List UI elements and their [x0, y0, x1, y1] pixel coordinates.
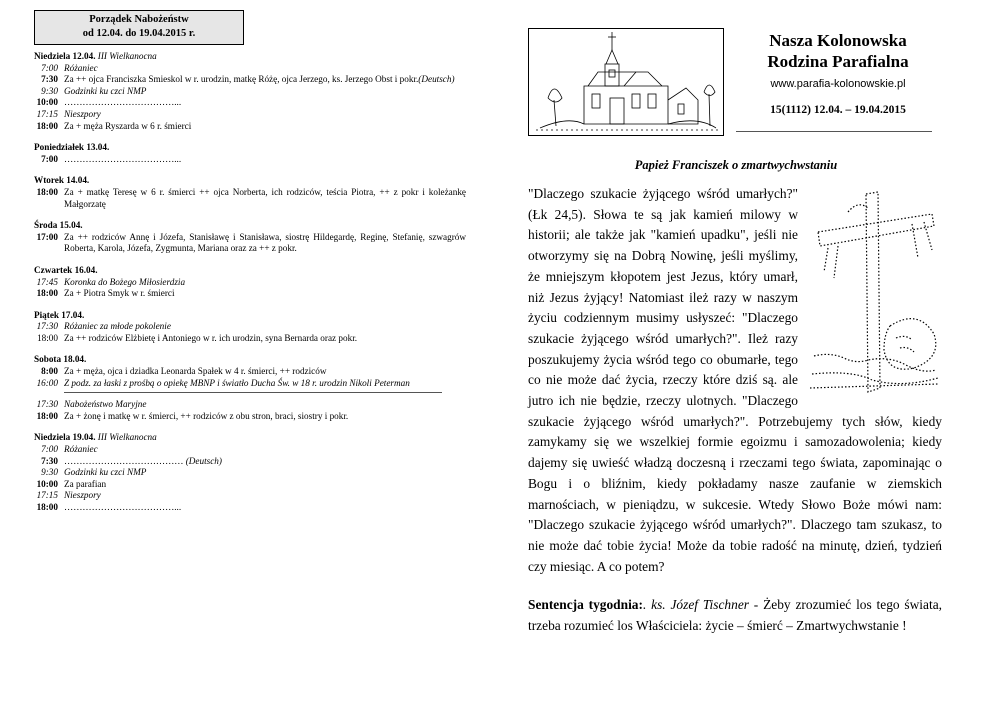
day-title — [34, 432, 466, 444]
mass-time: 7:30 — [41, 455, 58, 466]
mass-time: 18:00 — [37, 332, 58, 343]
mass-time: 17:00 — [36, 231, 58, 242]
mass-intention-text: Różaniec — [64, 444, 98, 455]
mass-intention-text: Godzinki ku czci NMP — [64, 467, 147, 478]
mass-entry — [34, 97, 466, 109]
mass-entry — [34, 232, 466, 255]
mass-intention — [64, 232, 466, 255]
mass-intention-text: ………………………………... — [64, 97, 182, 108]
mass-intention — [64, 444, 466, 456]
schedule-header — [34, 10, 244, 45]
mass-intention — [64, 479, 466, 491]
mass-language: (Deutsch) — [418, 74, 455, 85]
day-title — [34, 142, 466, 154]
mass-entry — [34, 74, 466, 86]
masthead-title-line2: Rodzina Parafialna — [767, 52, 909, 71]
mass-intention — [64, 187, 466, 210]
mass-entry — [34, 479, 466, 491]
mass-intention — [64, 109, 466, 121]
masthead — [732, 30, 944, 116]
mass-entry — [34, 321, 466, 333]
mass-intention-text: Koronka do Bożego Miłosierdzia — [64, 276, 186, 287]
day-date: Niedziela 19.04. — [34, 432, 96, 443]
day-title — [34, 51, 466, 63]
mass-entry — [34, 456, 466, 468]
mass-intention-text: Z podz. za łaski z prośbą o opiekę MBNP i światło Ducha Św. w 18 r. urodzin Nikoli Peterman — [64, 377, 410, 388]
day-subtitle: III Wielkanocna — [97, 432, 157, 443]
mass-intention-text: Za + matkę Teresę w 6 r. śmierci ++ ojca Norberta, ich rodziców, teścia Piotra, ++ z pokr i koleżankę Małgorzatę — [64, 186, 466, 209]
mass-entry — [34, 86, 466, 98]
mass-intention-text: Nieszpory — [64, 490, 101, 501]
mass-intention — [64, 467, 466, 479]
mass-entry — [34, 277, 466, 289]
mass-time: 9:30 — [41, 467, 58, 478]
mass-time: 7:00 — [41, 153, 58, 164]
church-drawing-icon — [528, 28, 724, 136]
mass-intention-text: ………………………………... — [64, 502, 182, 512]
schedule-day — [34, 432, 466, 513]
schedule-day — [34, 354, 466, 422]
mass-time: 18:00 — [36, 502, 58, 512]
mass-intention-text: Za ++ ojca Franciszka Smieskol w r. urodzin, matkę Różę, ojca Jerzego, ks. Jerzego Obst i pokr. — [64, 74, 419, 85]
schedule-header-dates: od 12.04. do 19.04.2015 r. — [82, 28, 196, 39]
masthead-title-line1: Nasza Kolonowska — [769, 31, 907, 50]
divider — [64, 392, 442, 393]
mass-intention-text: ………………………………… — [64, 455, 186, 466]
mass-language: (Deutsch) — [185, 455, 222, 466]
mass-entry — [34, 366, 466, 378]
mass-intention — [64, 502, 466, 514]
mass-intention-text: Za + męża Ryszarda w 6 r. śmierci — [64, 120, 192, 131]
mass-entry — [34, 288, 466, 300]
mass-entry — [34, 467, 466, 479]
mass-intention-text: Za + żonę i matkę w r. śmierci, ++ rodziców z obu stron, braci, siostry i pokr. — [64, 410, 349, 421]
schedule-day — [34, 51, 466, 132]
mass-time: 18:00 — [36, 120, 58, 131]
mass-time: 7:00 — [41, 444, 58, 455]
mass-entry — [34, 63, 466, 75]
mass-intention — [64, 333, 466, 345]
mass-intention — [64, 366, 466, 378]
day-date: Sobota 18.04. — [34, 354, 87, 365]
mass-intention-text: Za + męża, ojca i dziadka Leonarda Spałek w 4 r. śmierci, ++ rodziców — [64, 366, 327, 377]
mass-intention — [64, 288, 466, 300]
day-title — [34, 265, 466, 277]
day-title — [34, 175, 466, 187]
day-date: Niedziela 12.04. — [34, 51, 96, 61]
mass-time: 18:00 — [36, 288, 58, 299]
mass-intention-text: Nieszpory — [64, 108, 101, 119]
mass-entry — [34, 187, 466, 210]
mass-intention — [64, 490, 466, 502]
parish-website-link[interactable]: www.parafia-kolonowskie.pl — [770, 78, 906, 90]
mass-time: 17:30 — [36, 399, 58, 410]
day-title — [34, 220, 466, 232]
mass-intention-text: Godzinki ku czci NMP — [64, 85, 147, 96]
day-date: Piątek 17.04. — [34, 309, 85, 320]
schedule-day — [34, 220, 466, 255]
schedule-days — [34, 51, 466, 514]
mass-intention-text: Za ++ rodziców Elżbietę i Antoniego w r. ich urodzin, syna Bernarda oraz pokr. — [64, 332, 358, 343]
sentence-text: - Żeby zrozumieć los tego świata, trzeba rozumieć los Właściciela: życie – śmierć – Zmartwychwstanie ! — [528, 597, 942, 634]
mass-intention — [64, 63, 466, 75]
day-date: Czwartek 16.04. — [34, 264, 98, 275]
article-body — [528, 184, 942, 637]
issue-number: 15(1112) 12.04. – 19.04.2015 — [770, 104, 906, 116]
mass-intention — [64, 277, 466, 289]
mass-time: 9:30 — [41, 85, 58, 96]
sentence-label: Sentencja tygodnia: — [528, 597, 643, 613]
mass-intention — [64, 411, 466, 423]
day-subtitle: III Wielkanocna — [97, 51, 157, 61]
mass-entry — [34, 444, 466, 456]
mass-entry — [34, 333, 466, 345]
mass-intention — [64, 399, 466, 411]
mass-intention — [64, 74, 466, 86]
day-date: Wtorek 14.04. — [34, 175, 90, 186]
day-title — [34, 354, 466, 366]
mass-entry — [34, 121, 466, 133]
mass-intention — [64, 121, 466, 133]
mass-time: 17:30 — [36, 321, 58, 332]
mass-entry — [34, 502, 466, 514]
day-date: Poniedziałek 13.04. — [34, 142, 110, 153]
mass-entry — [34, 411, 466, 423]
masthead-divider — [736, 131, 932, 132]
article-title: Papież Franciszek o zmartwychwstaniu — [634, 158, 838, 172]
schedule-column — [34, 10, 466, 514]
mass-time: 17:15 — [36, 108, 58, 119]
mass-time: 17:45 — [36, 276, 58, 287]
mass-time: 17:15 — [36, 490, 58, 501]
mass-entry — [34, 109, 466, 121]
schedule-day — [34, 265, 466, 300]
mass-time: 7:30 — [41, 74, 58, 85]
mass-time: 16:00 — [36, 377, 58, 388]
mass-intention-text: Za + Piotra Smyk w r. śmierci — [64, 288, 175, 299]
mass-intention — [64, 321, 466, 333]
cross-stone-drawing-icon — [808, 188, 942, 400]
mass-entry — [34, 399, 466, 411]
mass-intention-text: Nabożeństwo Maryjne — [64, 399, 147, 410]
mass-time: 18:00 — [36, 410, 58, 421]
mass-intention — [64, 378, 466, 390]
mass-intention — [64, 97, 466, 109]
mass-time: 8:00 — [41, 366, 58, 377]
mass-entry — [34, 378, 466, 390]
mass-intention-text: Różaniec — [64, 62, 98, 73]
article-text: "Dlaczego szukacie żyjącego wśród umarłych?" (Łk 24,5). Słowa te są jak kamień milowy w historii; ale także jak "kamień upadku", jeśli nie otworzymy się na Dobrą Nowinę, jeśli myślimy, że mniejszym kłopotem jest Jezus, który umarł, niż Jezus żyjący! Natomiast ileż razy w naszym życiu codziennym musimy usłyszeć: "Dlaczego szukacie żyjącego wśród umarłych?". Ileż razy poszukujemy życia wśród tego co obumarłe, tego co nie może dać życia, rzeczy które dziś są. ale jutro ich nie będzie, rzeczy ulotnych. "Dlaczego szukacie żyjącego wśród umarłych?". Potrzebujemy tych słów, kiedy zamykamy się we wszelkiej formie egoizmu i samozadowolenia; kiedy dajemy się uwieść władzą doczesną i rzeczami tego świata, zapominając o Bogu i o bliźnim, kiedy pokładamy nasze zaufanie w ziemskich marnościach, w pieniądzu, w sukcesie. Wtedy Słowo Boże mówi nam: "Dlaczego szukacie żyjącego wśród umarłych?". Dlaczego tam szukasz, to nie może dać tobie życia! Może da tobie radość na minutę, dzień, tydzień czy miesiąc. A co potem? — [528, 186, 942, 574]
mass-intention-text: Różaniec za młode pokolenie — [64, 321, 171, 332]
mass-intention — [64, 154, 466, 166]
mass-time: 10:00 — [36, 478, 58, 489]
day-date: Środa 15.04. — [34, 220, 83, 231]
mass-intention — [64, 456, 466, 468]
mass-intention-text: Za ++ rodziców Annę i Józefa, Stanisławę i Stanisława, siostrę Hildegardę, Reginę, Stefanię, szwagrów Roberta, Karola, Józefa, Zygmunta, Mariana oraz za ++ z pokr. — [64, 231, 466, 254]
mass-time: 10:00 — [36, 97, 58, 108]
sentence-author: . ks. Józef Tischner — [642, 597, 749, 613]
mass-entry — [34, 490, 466, 502]
schedule-header-title: Porządek Nabożeństw — [89, 14, 189, 25]
sentence-of-week — [528, 595, 942, 636]
schedule-day — [34, 310, 466, 345]
mass-intention-text: Za parafian — [64, 478, 107, 489]
mass-time: 7:00 — [41, 62, 58, 73]
schedule-day — [34, 142, 466, 165]
mass-intention — [64, 86, 466, 98]
schedule-day — [34, 175, 466, 210]
mass-entry — [34, 154, 466, 166]
mass-intention-text: ………………………………... — [64, 153, 182, 164]
mass-time: 18:00 — [36, 186, 58, 197]
day-title — [34, 310, 466, 322]
